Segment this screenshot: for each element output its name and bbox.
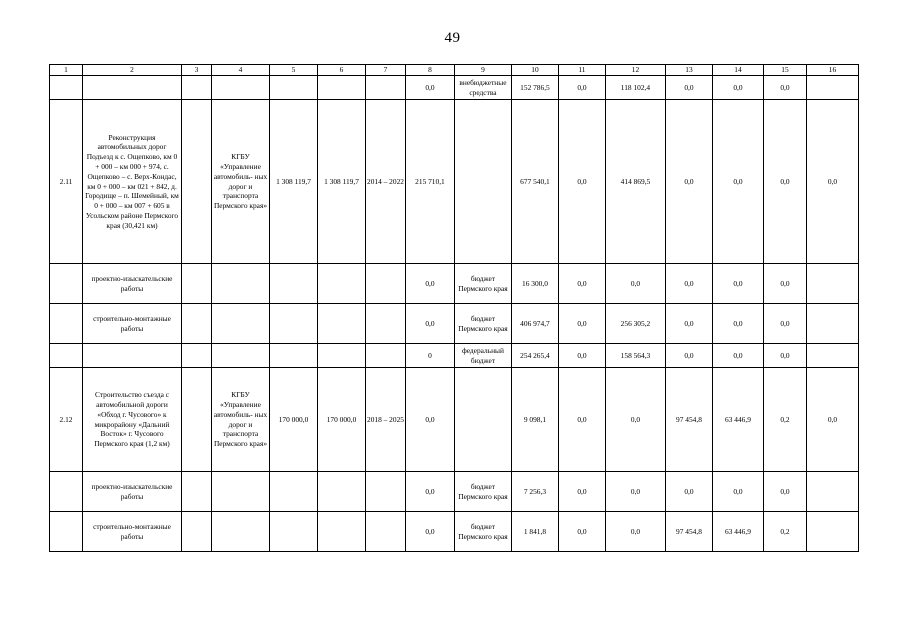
table-cell: 0,0 <box>558 304 605 344</box>
table-cell <box>212 512 270 552</box>
table-cell <box>270 264 318 304</box>
table-cell: 0,0 <box>665 264 712 304</box>
table-cell: 0,0 <box>558 472 605 512</box>
table-cell: 0,0 <box>806 368 858 472</box>
table-cell: 97 454,8 <box>665 368 712 472</box>
table-cell <box>50 472 83 512</box>
table-cell: 7 256,3 <box>511 472 558 512</box>
table-cell: 0,0 <box>763 472 806 512</box>
table-cell: 0,0 <box>605 368 665 472</box>
table-cell: внебюджетные средства <box>454 76 511 100</box>
header-cell: 15 <box>763 65 806 76</box>
table-cell: КГБУ «Управление автомобиль- ных дорог и транспорта Пермского края» <box>212 368 270 472</box>
table-cell: 0,0 <box>558 76 605 100</box>
table-row <box>50 100 859 264</box>
header-cell: 7 <box>366 65 406 76</box>
table-cell: 414 869,5 <box>605 100 665 264</box>
table-cell <box>806 472 858 512</box>
table-cell: 0,0 <box>405 264 454 304</box>
table-cell <box>366 344 406 368</box>
header-cell: 16 <box>806 65 858 76</box>
table-cell: 2.12 <box>50 368 83 472</box>
table-cell <box>806 76 858 100</box>
table-cell: 0,0 <box>806 100 858 264</box>
header-cell: 4 <box>212 65 270 76</box>
table-cell <box>182 304 212 344</box>
table-cell: 256 305,2 <box>605 304 665 344</box>
table-cell: 0,0 <box>763 76 806 100</box>
table-cell: 406 974,7 <box>511 304 558 344</box>
header-cell: 13 <box>665 65 712 76</box>
table-cell: 254 265,4 <box>511 344 558 368</box>
table-cell: 2018 – 2025 <box>366 368 406 472</box>
header-cell: 8 <box>405 65 454 76</box>
header-cell: 6 <box>318 65 366 76</box>
table-cell: 1 841,8 <box>511 512 558 552</box>
table-cell: 0,0 <box>712 76 763 100</box>
table-cell: строительно-монтажные работы <box>83 512 182 552</box>
table-cell <box>83 344 182 368</box>
table-cell <box>50 264 83 304</box>
table-cell <box>270 76 318 100</box>
table-cell: 0,0 <box>712 304 763 344</box>
table-cell <box>182 100 212 264</box>
table-cell <box>212 76 270 100</box>
table-cell: 0,0 <box>558 368 605 472</box>
table-cell: 215 710,1 <box>405 100 454 264</box>
table-cell: 0,0 <box>712 472 763 512</box>
header-cell: 2 <box>83 65 182 76</box>
table-cell: 0 <box>405 344 454 368</box>
table-cell: 0,0 <box>605 512 665 552</box>
table-row <box>50 304 859 344</box>
table-cell: 0,0 <box>405 304 454 344</box>
table-cell <box>270 344 318 368</box>
header-cell: 1 <box>50 65 83 76</box>
table-cell: 0,0 <box>712 264 763 304</box>
table-cell: 1 308 119,7 <box>318 100 366 264</box>
table-cell: 0,0 <box>605 472 665 512</box>
table-cell: 0,0 <box>405 76 454 100</box>
table-cell: 0,0 <box>665 304 712 344</box>
table-cell <box>366 472 406 512</box>
table-cell <box>270 472 318 512</box>
table-cell: 170 000,0 <box>318 368 366 472</box>
table-cell: 16 300,0 <box>511 264 558 304</box>
table-cell <box>212 304 270 344</box>
table-cell: 170 000,0 <box>270 368 318 472</box>
table-cell: 0,0 <box>405 368 454 472</box>
table-cell: 152 786,5 <box>511 76 558 100</box>
table-cell: федеральный бюджет <box>454 344 511 368</box>
header-cell: 9 <box>454 65 511 76</box>
table-cell: 1 308 119,7 <box>270 100 318 264</box>
table-cell <box>318 264 366 304</box>
table-cell: 0,2 <box>763 368 806 472</box>
table-cell <box>366 512 406 552</box>
table-cell: бюджет Пермского края <box>454 304 511 344</box>
table-cell: 0,0 <box>665 100 712 264</box>
table-row <box>50 264 859 304</box>
table-cell: Реконструкция автомобильных дорог Подъезд к с. Ощепково, км 0 + 000 – км 000 + 974, с. Ощепково – с. Верх-Кондас, км 0 + 000 – км 021 + 842, д. Городище – п. Шемейный, км 0 + 000 – км 007 + 605 в Усольском районе Пермского края (30,421 км) <box>83 100 182 264</box>
table-cell: 118 102,4 <box>605 76 665 100</box>
table-cell <box>212 472 270 512</box>
table-cell <box>182 368 212 472</box>
table-cell <box>212 344 270 368</box>
header-cell: 12 <box>605 65 665 76</box>
header-cell: 5 <box>270 65 318 76</box>
table-row <box>50 368 859 472</box>
table-cell <box>182 344 212 368</box>
table-cell: 0,0 <box>605 264 665 304</box>
table-cell: проектно-изыскательские работы <box>83 264 182 304</box>
table-cell: 0,2 <box>763 512 806 552</box>
table-cell <box>182 512 212 552</box>
table-row <box>50 76 859 100</box>
table-cell <box>366 264 406 304</box>
table-cell: 9 098,1 <box>511 368 558 472</box>
table-cell: бюджет Пермского края <box>454 512 511 552</box>
table-cell: 0,0 <box>763 344 806 368</box>
table-cell: 0,0 <box>665 76 712 100</box>
table-cell: КГБУ «Управление автомобиль- ных дорог и транспорта Пермского края» <box>212 100 270 264</box>
table-cell: строительно-монтажные работы <box>83 304 182 344</box>
table-cell <box>270 512 318 552</box>
table-cell: 63 446,9 <box>712 512 763 552</box>
table-cell <box>366 76 406 100</box>
table-cell: Строительство съезда с автомобильной дороги «Обход г. Чусового» к микрорайону «Дальний Восток» г. Чусового Пермского края (1,2 км) <box>83 368 182 472</box>
table-cell: 0,0 <box>763 100 806 264</box>
table-cell <box>182 472 212 512</box>
page-number: 49 <box>444 30 461 46</box>
table-cell: 0,0 <box>763 304 806 344</box>
table-cell: бюджет Пермского края <box>454 264 511 304</box>
table-cell: 0,0 <box>558 264 605 304</box>
table-cell <box>270 304 318 344</box>
table-cell: 97 454,8 <box>665 512 712 552</box>
table-cell: 0,0 <box>558 512 605 552</box>
table-cell: 2.11 <box>50 100 83 264</box>
table-cell: проектно-изыскательские работы <box>83 472 182 512</box>
table-cell <box>83 76 182 100</box>
table-cell <box>182 264 212 304</box>
table-cell <box>318 512 366 552</box>
table-cell <box>50 344 83 368</box>
table-cell <box>318 76 366 100</box>
table-cell: 0,0 <box>405 472 454 512</box>
table-cell <box>50 304 83 344</box>
table-cell <box>50 76 83 100</box>
header-cell: 10 <box>511 65 558 76</box>
table-cell <box>366 304 406 344</box>
table-cell: 0,0 <box>712 344 763 368</box>
header-cell: 14 <box>712 65 763 76</box>
table-cell <box>806 512 858 552</box>
table-cell: 2014 – 2022 <box>366 100 406 264</box>
table-cell <box>318 344 366 368</box>
budget-table <box>49 64 859 552</box>
table-cell: 0,0 <box>665 472 712 512</box>
header-row <box>50 65 859 76</box>
table-cell <box>318 472 366 512</box>
table-cell <box>806 344 858 368</box>
table-cell: 0,0 <box>665 344 712 368</box>
table-row <box>50 472 859 512</box>
table-cell: 0,0 <box>712 100 763 264</box>
table-cell: 63 446,9 <box>712 368 763 472</box>
table-cell <box>318 304 366 344</box>
table-cell <box>806 304 858 344</box>
table-cell <box>50 512 83 552</box>
table-row <box>50 344 859 368</box>
table-cell <box>182 76 212 100</box>
header-cell: 11 <box>558 65 605 76</box>
table-cell: бюджет Пермского края <box>454 472 511 512</box>
table-cell: 0,0 <box>763 264 806 304</box>
table-cell <box>212 264 270 304</box>
table-row <box>50 512 859 552</box>
table-cell: 0,0 <box>405 512 454 552</box>
table-cell <box>454 368 511 472</box>
table-cell: 0,0 <box>558 100 605 264</box>
table-cell: 677 540,1 <box>511 100 558 264</box>
table-cell <box>454 100 511 264</box>
table-cell: 0,0 <box>558 344 605 368</box>
header-cell: 3 <box>182 65 212 76</box>
table-cell: 158 564,3 <box>605 344 665 368</box>
table-cell <box>806 264 858 304</box>
